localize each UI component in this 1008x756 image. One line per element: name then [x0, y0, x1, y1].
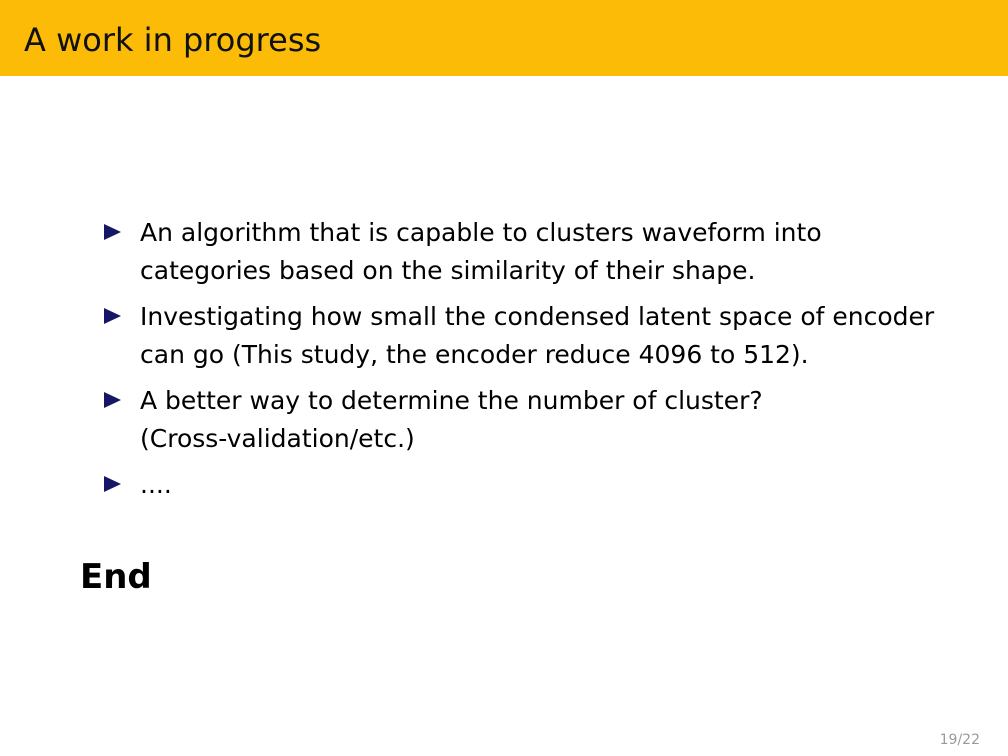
bullet-text: An algorithm that is capable to clusters waveform into categories based on the similarity of their shape. — [140, 218, 822, 285]
triangle-right-icon — [104, 224, 121, 240]
bullet-item — [104, 214, 984, 290]
page-number: 19/22 — [939, 732, 980, 748]
bullet-item — [104, 466, 984, 504]
triangle-right-icon — [104, 308, 121, 324]
triangle-right-icon — [104, 392, 121, 408]
slide-title: A work in progress — [24, 21, 322, 59]
bullet-text: Investigating how small the condensed latent space of encoder can go (This study, the encoder reduce 4096 to 512). — [140, 302, 935, 369]
bullet-text: .... — [140, 470, 172, 499]
slide-header-bar — [0, 0, 1008, 76]
triangle-right-icon — [104, 476, 121, 492]
bullet-text: A better way to determine the number of cluster? (Cross-validation/etc.) — [140, 386, 763, 453]
bullet-item — [104, 298, 984, 374]
bullet-list — [104, 214, 984, 512]
end-heading: End — [80, 557, 152, 597]
bullet-item — [104, 382, 984, 458]
